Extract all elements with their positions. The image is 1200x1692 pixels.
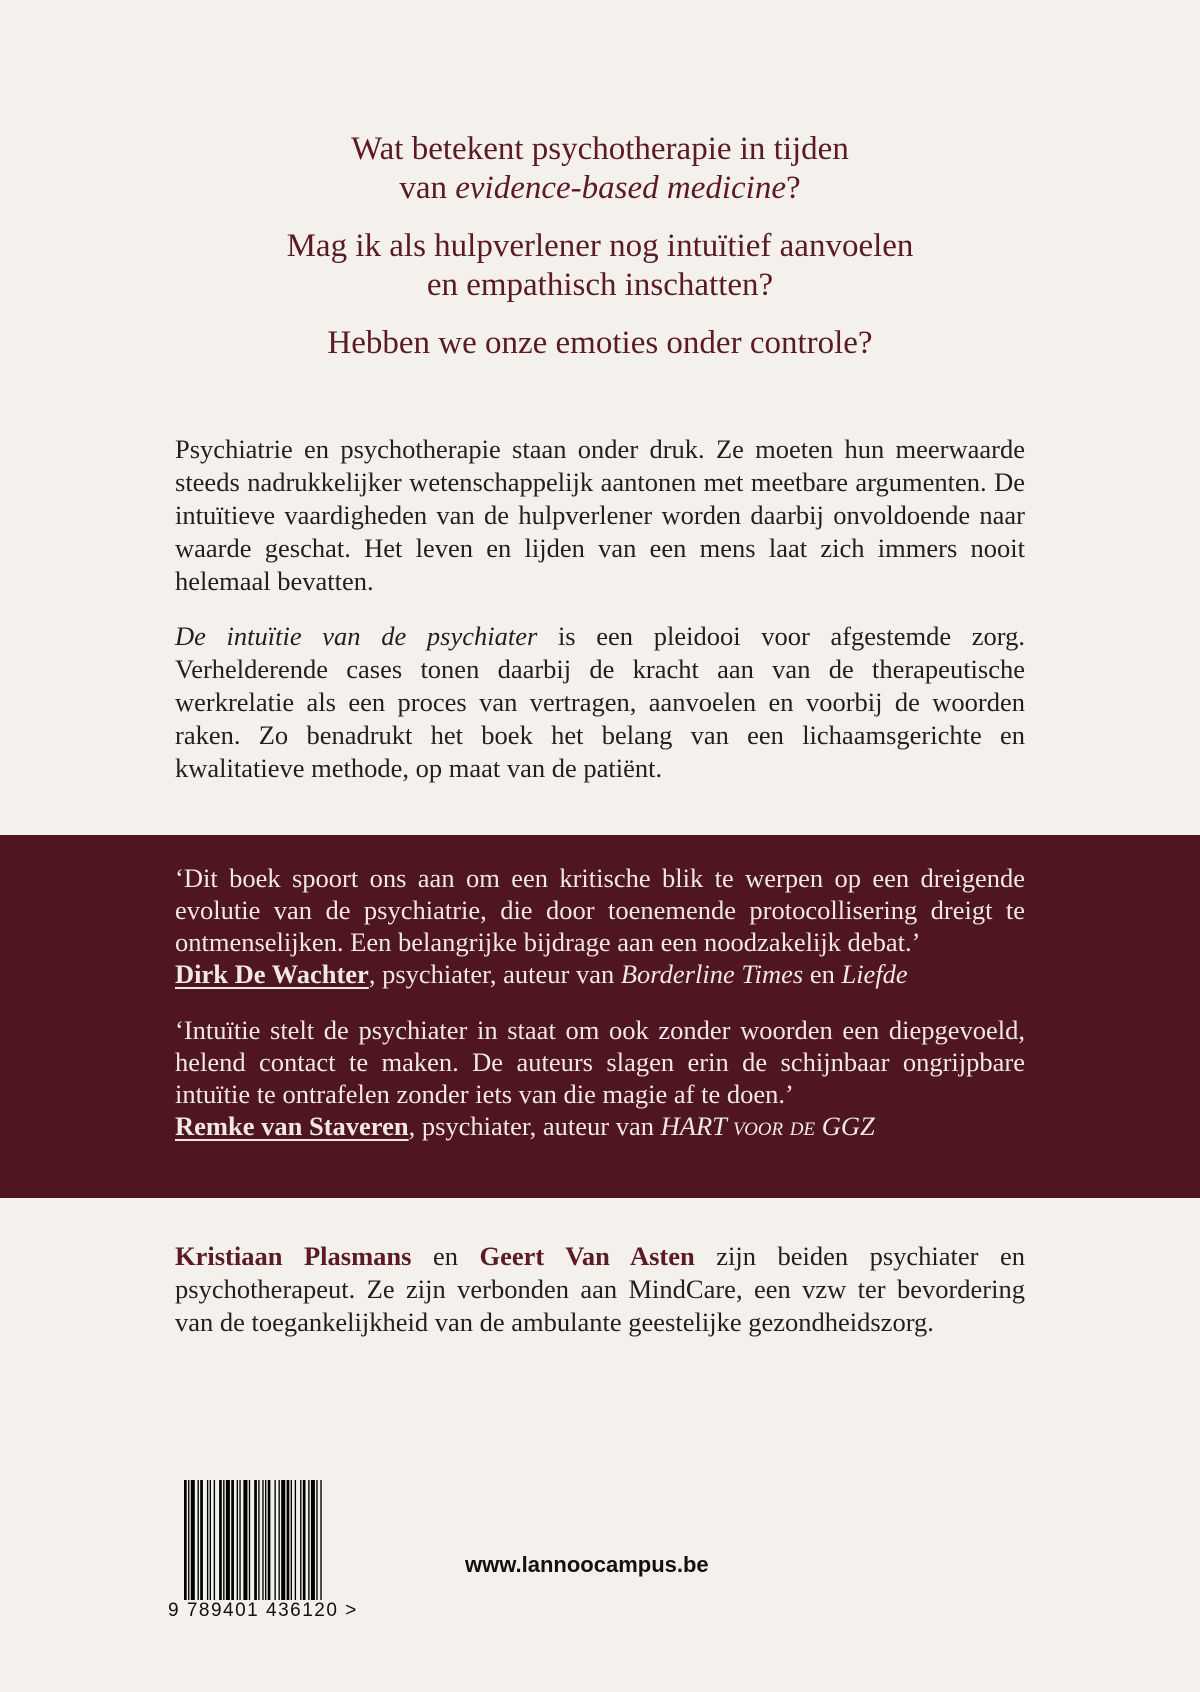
isbn-number: 9 789401 436120 >	[168, 1600, 358, 1621]
endorsement-quotes	[175, 862, 1025, 1142]
question-2-line-1: Mag ik als hulpverlener nog intuïtief aanvoelen	[286, 228, 914, 264]
barcode-bar	[291, 1480, 292, 1600]
intro-paragraph-2	[175, 620, 1025, 785]
author-bio-text	[175, 1240, 1025, 1339]
barcode-bar	[231, 1480, 234, 1600]
author-1-name: Kristiaan Plasmans	[175, 1241, 412, 1271]
barcode-bar	[320, 1480, 321, 1600]
quote-author-name: Remke van Staveren	[175, 1111, 409, 1141]
barcode-bar	[243, 1480, 247, 1600]
quote-book-1: Borderline Times	[620, 959, 804, 989]
question-1	[0, 130, 1200, 208]
barcode-bar	[184, 1480, 187, 1600]
quote-text: ‘Intuïtie stelt de psychiater in staat om ook zonder woorden een diepgevoeld, helend contact te maken. De auteurs slagen erin de schijnbaar ongrijpbare intuïtie te ontrafelen zonder iets van die magie af te doen.’	[175, 1015, 1025, 1109]
barcode-bar	[295, 1480, 296, 1600]
barcode-bar	[188, 1480, 189, 1600]
quote-joiner: en	[803, 959, 842, 989]
barcode-bar	[214, 1480, 215, 1600]
barcode-bar	[198, 1480, 199, 1600]
author-bio-rest: zijn beiden psychiater en psychotherapeut. Ze zijn verbonden aan MindCare, een vzw ter bevordering van de toegankelijkheid van de ambulante geestelijke gezondheidszorg.	[175, 1241, 1026, 1337]
quote-attribution	[175, 1110, 1025, 1142]
quote-remke-van-staveren	[175, 1014, 1025, 1142]
question-1-line-2-prefix: van	[399, 170, 456, 206]
intro-text	[175, 433, 1025, 785]
question-1-line-2-suffix: ?	[786, 170, 801, 206]
question-3: Hebben we onze emoties onder controle?	[327, 325, 873, 361]
quote-author-role: , psychiater, auteur van	[368, 959, 621, 989]
question-2-line-2: en empathisch inschatten?	[426, 267, 774, 303]
barcode-bar	[268, 1480, 271, 1600]
barcode-bar	[300, 1480, 301, 1600]
barcode-bar	[223, 1480, 224, 1600]
back-cover-questions	[0, 130, 1200, 382]
barcode-bar	[207, 1480, 208, 1600]
intro-paragraph-1: Psychiatrie en psychotherapie staan onder druk. Ze moeten hun meerwaarde steeds nadrukkelijker wetenschappelijk aantonen met meetbare argumenten. De intuïtieve vaardigheden van de hulpverlener worden daarbij onvoldoende naar waarde geschat. Het leven en lijden van een mens laat zich immers nooit helemaal bevatten.	[175, 434, 1025, 596]
quote-attribution	[175, 958, 1025, 990]
barcode-bar	[287, 1480, 290, 1600]
barcode-bar	[279, 1480, 280, 1600]
quote-author-name: Dirk De Wachter	[175, 959, 369, 989]
barcode-bar	[311, 1480, 315, 1600]
quote-author-role: , psychiater, auteur van	[408, 1111, 661, 1141]
barcode-bar	[316, 1480, 317, 1600]
quote-text: ‘Dit boek spoort ons aan om een kritische blik te werpen op een dreigende evolutie van de psychiatrie, die door toenemende protocollisering dreigt te ontmenselijken. Een belangrijke bijdrage aan een noodzakelijk debat.’	[175, 863, 1025, 957]
barcode-bar	[210, 1480, 211, 1600]
question-1-line-1: Wat betekent psychotherapie in tijden	[351, 131, 849, 167]
barcode-bar	[265, 1480, 266, 1600]
quote-dirk-de-wachter	[175, 862, 1025, 990]
quote-book-1: HART voor de GGZ	[660, 1111, 875, 1141]
isbn-barcode	[184, 1480, 370, 1600]
book-title-italic: De intuïtie van de psychiater	[175, 621, 538, 651]
barcode-bar	[262, 1480, 263, 1600]
barcode-bar	[226, 1480, 230, 1600]
question-1-line-2-italic: evidence-based medicine	[455, 170, 786, 206]
barcode-bar	[308, 1480, 309, 1600]
question-2	[0, 227, 1200, 305]
author-2-name: Geert Van Asten	[479, 1241, 695, 1271]
barcode-bar	[274, 1480, 275, 1600]
barcode-bar	[258, 1480, 259, 1600]
author-bio	[175, 1240, 1025, 1339]
author-joiner: en	[411, 1241, 480, 1271]
barcode-bar	[239, 1480, 240, 1600]
barcode-bar	[191, 1480, 195, 1600]
barcode-bar	[281, 1480, 285, 1600]
barcode-bar	[219, 1480, 222, 1600]
publisher-url: www.lannoocampus.be	[465, 1552, 709, 1577]
quote-book-2: Liefde	[841, 959, 908, 989]
barcode-bar	[237, 1480, 238, 1600]
barcode-bar	[200, 1480, 203, 1600]
intro-paragraph-2-rest: is een pleidooi voor afgestemde zorg. Verhelderende cases tonen daarbij de kracht aan van de therapeutische werkrelatie als een proces van vertragen, aanvoelen en voorbij de woorden raken. Zo benadrukt het boek het belang van een lichaamsgerichte en kwalitatieve methode, op maat van de patiënt.	[175, 621, 1025, 783]
barcode-bar	[303, 1480, 306, 1600]
barcode-bar	[249, 1480, 250, 1600]
barcode-bar	[254, 1480, 257, 1600]
